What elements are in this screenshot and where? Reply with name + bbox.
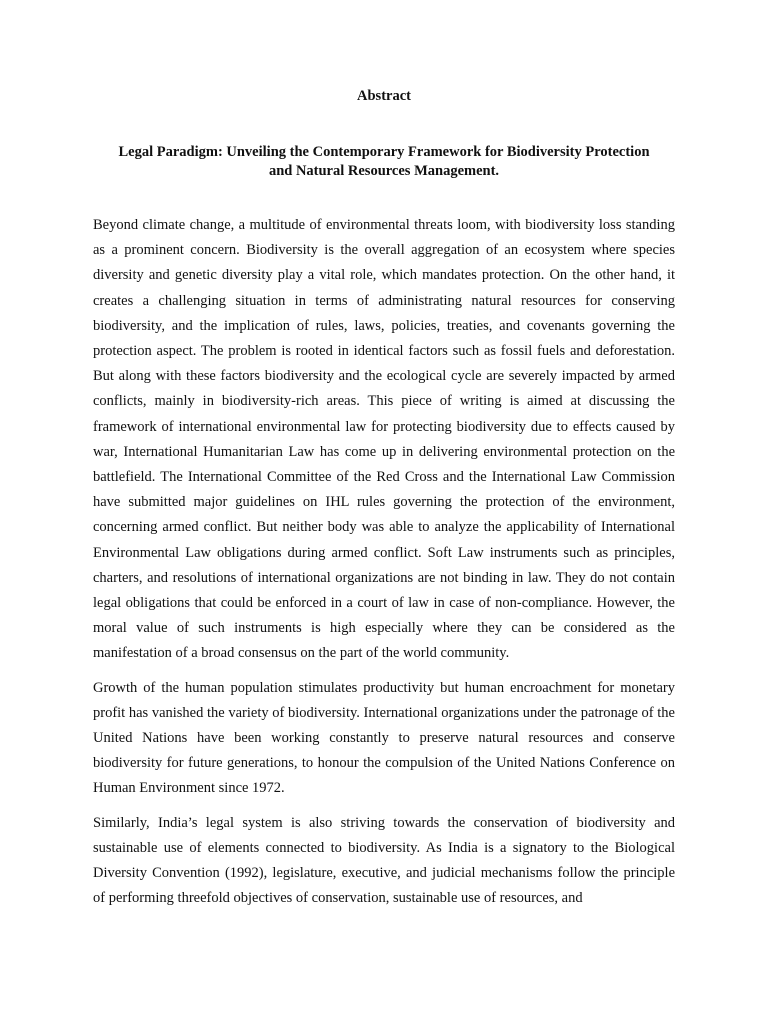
paper-title-line-1: Legal Paradigm: Unveiling the Contemporary Framework for Biodiversity Protection bbox=[118, 144, 650, 160]
abstract-heading: Abstract bbox=[357, 88, 411, 104]
paper-title bbox=[93, 143, 675, 181]
abstract-paragraph-3: Similarly, India’s legal system is also striving towards the conservation of biodiversity and sustainable use of elements connected to biodiversity. As India is a signatory to the Biological Diversity Convention (1992), legislature, executive, and judicial mechanisms follow the principle of performing threefold objectives of conservation, sustainable use of resources, and bbox=[93, 814, 675, 907]
abstract-paragraph-2: Growth of the human population stimulates productivity but human encroachment for monetary profit has vanished the variety of biodiversity. International organizations under the patronage of the United Nations have been working constantly to preserve natural resources and conserve biodiversity for future generations, to honour the compulsion of the United Nations Conference on Human Environment since 1972. bbox=[93, 679, 675, 797]
abstract-paragraph-1: Beyond climate change, a multitude of environmental threats loom, with biodiversity loss standing as a prominent concern. Biodiversity is the overall aggregation of an ecosystem where species diversity and genetic diversity play a vital role, which mandates protection. On the other hand, it creates a challenging situation in terms of administrating natural resources for conserving biodiversity, and the implication of rules, laws, policies, treaties, and covenants governing the protection aspect. The problem is rooted in identical factors such as fossil fuels and deforestation. But along with these factors biodiversity and the ecological cycle are severely impacted by armed conflicts, mainly in biodiversity-rich areas. This piece of writing is aimed at discussing the framework of international environmental law for protecting biodiversity due to effects caused by war, International Humanitarian Law has come up in delivering environmental protection on the battlefield. The International Committee of the Red Cross and the International Law Commission have submitted major guidelines on IHL rules governing the protection of the environment, concerning armed conflict. But neither body was able to analyze the applicability of International Environmental Law obligations during armed conflict. Soft Law instruments such as principles, charters, and resolutions of international organizations are not binding in law. They do not contain legal obligations that could be enforced in a court of law in case of non-compliance. However, the moral value of such instruments is high especially where they can be considered as the manifestation of a broad consensus on the part of the world community. bbox=[93, 217, 675, 662]
paper-title-line-2: and Natural Resources Management. bbox=[268, 163, 500, 179]
abstract-body bbox=[93, 213, 675, 920]
